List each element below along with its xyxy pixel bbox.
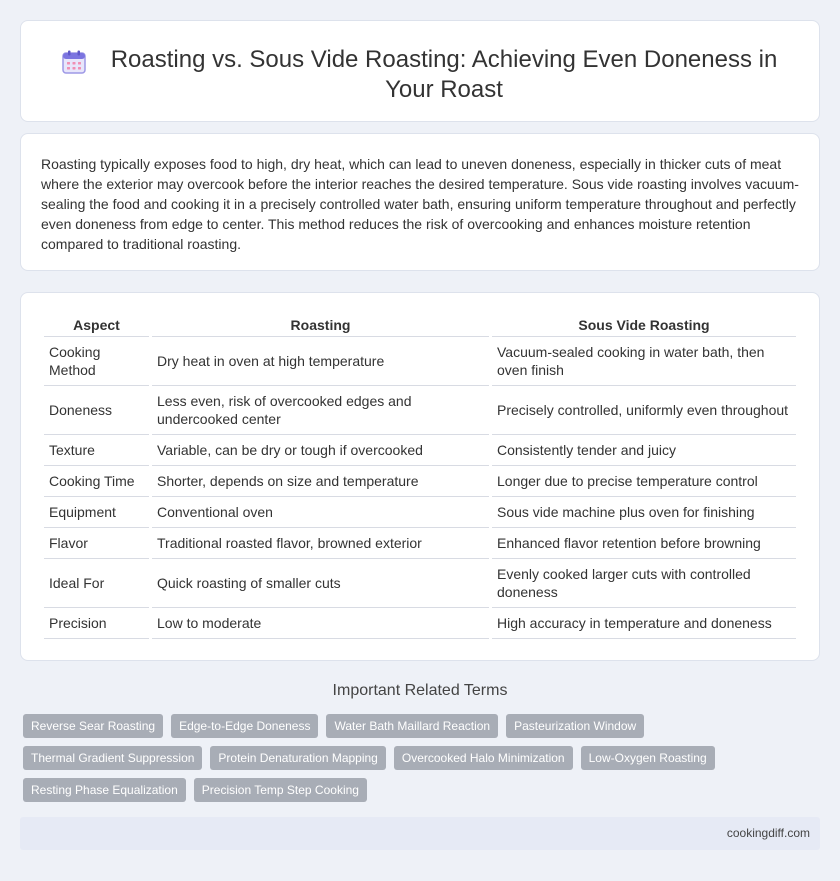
table-cell-sous-vide: Enhanced flavor retention before browning (492, 528, 796, 559)
table-cell-aspect: Precision (44, 608, 149, 639)
related-terms-title: Important Related Terms (332, 682, 508, 699)
table-header-row (44, 311, 796, 337)
column-header-sous-vide: Sous Vide Roasting (492, 311, 796, 337)
table-cell-roasting: Traditional roasted flavor, browned exterior (152, 528, 489, 559)
table-cell-aspect: Flavor (44, 528, 149, 559)
table-cell-aspect: Equipment (44, 497, 149, 528)
table-cell-sous-vide: Consistently tender and juicy (492, 435, 796, 466)
table-row (44, 386, 796, 435)
table-cell-roasting: Less even, risk of overcooked edges and undercooked center (152, 386, 489, 435)
table-cell-aspect: Texture (44, 435, 149, 466)
related-term-tag[interactable]: Low-Oxygen Roasting (581, 746, 715, 770)
column-header-roasting: Roasting (152, 311, 489, 337)
table-cell-sous-vide: High accuracy in temperature and doneness (492, 608, 796, 639)
table-cell-aspect: Ideal For (44, 559, 149, 608)
table-cell-roasting: Conventional oven (152, 497, 489, 528)
table-row (44, 466, 796, 497)
table-cell-roasting: Variable, can be dry or tough if overcooked (152, 435, 489, 466)
table-cell-roasting: Shorter, depends on size and temperature (152, 466, 489, 497)
table-row (44, 528, 796, 559)
table-cell-roasting: Dry heat in oven at high temperature (152, 337, 489, 386)
intro-paragraph: Roasting typically exposes food to high, dry heat, which can lead to uneven doneness, especially in thicker cuts of meat where the exterior may overcook before the interior reaches the desired temperature. Sous vide roasting involves vacuum-sealing the food and cooking it in a precisely controlled water bath, ensuring uniform temperature throughout and perfectly even doneness from edge to center. This method reduces the risk of overcooking and enhances moisture retention compared to traditional roasting. (41, 156, 799, 252)
table-cell-sous-vide: Sous vide machine plus oven for finishing (492, 497, 796, 528)
table-row (44, 435, 796, 466)
related-term-tag[interactable]: Precision Temp Step Cooking (194, 778, 367, 802)
table-cell-sous-vide: Longer due to precise temperature control (492, 466, 796, 497)
table-cell-aspect: Doneness (44, 386, 149, 435)
comparison-table (41, 311, 799, 639)
related-term-tag[interactable]: Edge-to-Edge Doneness (171, 714, 318, 738)
related-terms-list (23, 714, 823, 802)
table-row (44, 608, 796, 639)
page-title: Roasting vs. Sous Vide Roasting: Achieving Even Doneness in Your Roast (110, 46, 778, 103)
related-term-tag[interactable]: Resting Phase Equalization (23, 778, 186, 802)
table-row (44, 497, 796, 528)
table-cell-aspect: Cooking Time (44, 466, 149, 497)
table-cell-sous-vide: Precisely controlled, uniformly even throughout (492, 386, 796, 435)
calendar-icon (61, 49, 87, 75)
footer (20, 817, 820, 850)
table-row (44, 559, 796, 608)
table-cell-roasting: Quick roasting of smaller cuts (152, 559, 489, 608)
table-cell-roasting: Low to moderate (152, 608, 489, 639)
table-cell-sous-vide: Vacuum-sealed cooking in water bath, then oven finish (492, 337, 796, 386)
related-term-tag[interactable]: Overcooked Halo Minimization (394, 746, 573, 770)
footer-site-link[interactable]: cookingdiff.com (726, 826, 810, 840)
header-card (20, 20, 820, 122)
table-row (44, 337, 796, 386)
column-header-aspect: Aspect (44, 311, 149, 337)
related-term-tag[interactable]: Thermal Gradient Suppression (23, 746, 202, 770)
related-term-tag[interactable]: Pasteurization Window (506, 714, 644, 738)
table-cell-aspect: Cooking Method (44, 337, 149, 386)
related-term-tag[interactable]: Reverse Sear Roasting (23, 714, 163, 738)
intro-card (20, 133, 820, 271)
related-term-tag[interactable]: Water Bath Maillard Reaction (326, 714, 498, 738)
table-cell-sous-vide: Evenly cooked larger cuts with controlled doneness (492, 559, 796, 608)
comparison-table-card (20, 292, 820, 661)
related-term-tag[interactable]: Protein Denaturation Mapping (210, 746, 385, 770)
